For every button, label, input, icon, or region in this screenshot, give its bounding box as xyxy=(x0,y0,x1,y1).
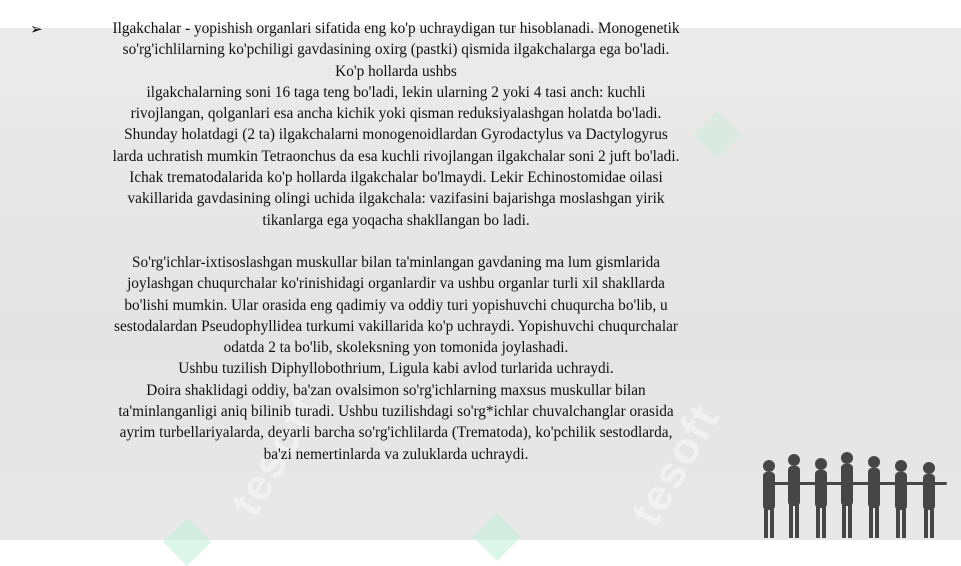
para2-line: So'rg'ichlar-ixtisoslashgan muskullar bilan ta'minlangan gavdaning ma lum gismlarida xyxy=(131,253,661,271)
slide-text-block xyxy=(30,18,740,465)
watermark-logo: tesoft xyxy=(221,385,330,525)
para2-line: Ushbu tuzilish Diphyllobothrium, Ligula kabi avlod turlarida uchraydi. xyxy=(178,360,614,378)
paragraph-hooks xyxy=(52,18,740,465)
para1-line: Ko'p hollarda ushbs xyxy=(335,62,457,80)
para2-line: joylashgan chuqurchalar ko'rinishidagi organlardir va ushbu organlar turli xil shakllarda xyxy=(127,275,665,293)
para1-line: Ichak trematodalarida ko'p hollarda ilgakchalar bo'lmaydi. Lekir Echinostomidae oilasi xyxy=(129,169,663,187)
people-silhouettes-image xyxy=(751,430,961,540)
para1-line: vakillarida gavdasining olingi uchida ilgakchala: vazifasini bajarishga moslashgan yirik xyxy=(127,190,665,208)
para1-line: ilgakchalarning soni 16 taga teng bo'ladi, lekin ularning 2 yoki 4 tasi anch: kuchli xyxy=(146,83,646,101)
para1-line: so'rg'ichlilarning ko'pchiligi gavdasining oxirg (pastki) qismida ilgakchalarga ega bo'ladi. xyxy=(122,41,670,59)
para1-line: larda uchratish mumkin Tetraonchus da esa kuchli rivojlangan ilgakchalar soni 2 juft bo'ladi. xyxy=(112,147,680,165)
para2-line: ba'zi nemertinlarda va zuluklarda uchraydi. xyxy=(263,445,529,463)
para1-line: Ilgakchalar - yopishish organlari sifatida eng ko'p uchraydigan tur hisoblanadi. Monogenetik xyxy=(112,20,680,37)
arrow-bullet-icon: ➢ xyxy=(30,20,43,38)
para2-line: bo'lishi mumkin. Ular orasida eng qadimiy va oddiy turi yopishuvchi chuqurcha bo'lib, u xyxy=(124,296,668,314)
para1-line: Shunday holatdagi (2 ta) ilgakchalarni monogenoidlardan Gyrodactylus va Dactylogyrus xyxy=(124,126,668,144)
para1-line: rivojlangan, qolganlari esa ancha kichik yoki qisman reduksiyalashgan holatda bo'ladi. xyxy=(130,105,662,123)
para1-line: tikanlarga ega yoqacha shakllangan bo ladi. xyxy=(262,211,530,229)
paragraph-gap xyxy=(52,231,740,252)
bullet-item xyxy=(30,18,740,465)
para2-line: ayrim turbellariyalarda, deyarli barcha so'rg'ichlilarda (Trematoda), ko'pchilik sestodlarda, xyxy=(119,424,673,442)
para2-line: sestodalardan Pseudophyllidea turkumi vakillarida ko'p uchraydi. Yopishuvchi chuqurchalar xyxy=(114,317,678,335)
para2-line: Doira shaklidagi oddiy, ba'zan ovalsimon so'rg'ichlarning maxsus muskullar bilan xyxy=(146,381,646,399)
para2-line: ta'minlanganligi aniq bilinib turadi. Ushbu tuzilishdagi so'rg*ichlar chuvalchanglar orasida xyxy=(118,403,674,421)
watermark-logo: tesoft xyxy=(621,395,730,535)
para2-line: odatda 2 ta bo'lib, skoleksning yon tomonida joylashadi. xyxy=(223,339,569,357)
